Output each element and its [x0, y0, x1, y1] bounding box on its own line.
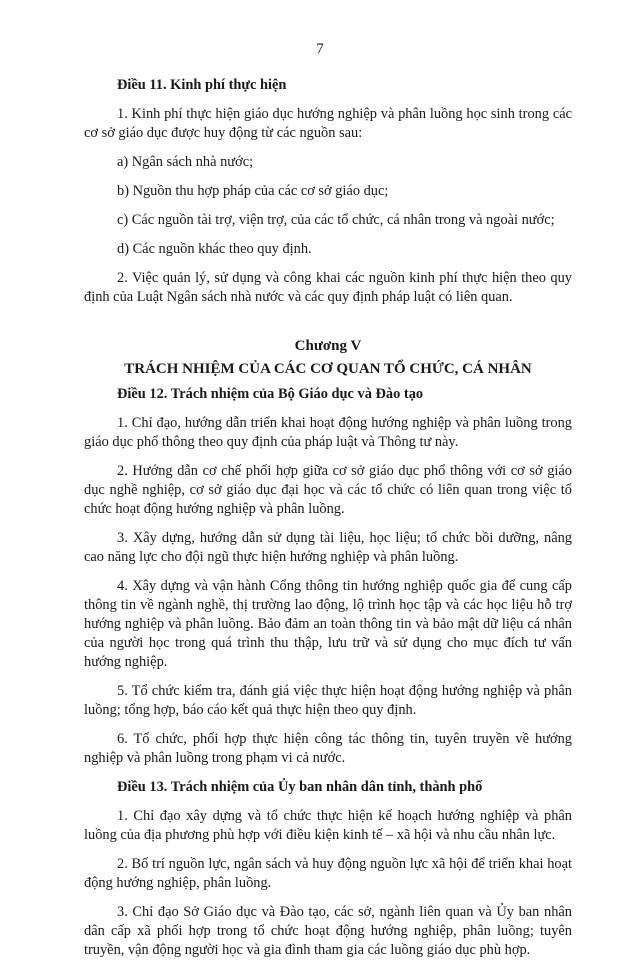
- page-number: 7: [316, 41, 324, 57]
- article-13-heading: Điều 13. Trách nhiệm của Ủy ban nhân dân tỉnh, thành phố: [117, 779, 483, 795]
- article-12-paragraph-2: 2. Hướng dẫn cơ chế phối hợp giữa cơ sở giáo dục phổ thông với cơ sở giáo dục nghề nghiệp, cơ sở giáo dục đại học và các tổ chức có liên quan trong việc tổ chức hoạt động hướng nghiệp và phân luồng.: [84, 463, 572, 517]
- page-content: [84, 76, 572, 970]
- article-11-heading: Điều 11. Kinh phí thực hiện: [117, 77, 287, 93]
- article-12-paragraph-5: 5. Tổ chức kiểm tra, đánh giá việc thực hiện hoạt động hướng nghiệp và phân luồng; tổng hợp, báo cáo kết quả thực hiện theo quy định.: [84, 683, 572, 718]
- article-12-paragraph-6: 6. Tổ chức, phối hợp thực hiện công tác thông tin, tuyên truyền về hướng nghiệp và phân luồng trong phạm vi cả nước.: [84, 731, 572, 766]
- article-13-paragraph-1: 1. Chỉ đạo xây dựng và tổ chức thực hiện kế hoạch hướng nghiệp và phân luồng của địa phương phù hợp với điều kiện kinh tế – xã hội và nhu cầu nhân lực.: [84, 808, 572, 843]
- article-11-item-a: a) Ngân sách nhà nước;: [117, 154, 254, 170]
- article-11: [84, 76, 572, 307]
- article-12-paragraph-1: 1. Chỉ đạo, hướng dẫn triển khai hoạt động hướng nghiệp và phân luồng trong giáo dục phổ thông theo quy định của pháp luật và Thông tư này.: [84, 415, 572, 450]
- article-11-item-b: b) Nguồn thu hợp pháp của các cơ sở giáo dục;: [117, 183, 389, 199]
- chapter-subtitle: TRÁCH NHIỆM CỦA CÁC CƠ QUAN TỔ CHỨC, CÁ NHÂN: [124, 361, 532, 377]
- article-11-paragraph-2: 2. Việc quản lý, sử dụng và công khai các nguồn kinh phí thực hiện theo quy định của Luật Ngân sách nhà nước và các quy định pháp luật có liên quan.: [84, 270, 572, 305]
- article-12-paragraph-4: 4. Xây dựng và vận hành Cổng thông tin hướng nghiệp quốc gia để cung cấp thông tin về ngành nghề, thị trường lao động, lộ trình học tập và các học liệu hỗ trợ hướng nghiệp và phân luồng. Bảo đảm an toàn thông tin và bảo mật dữ liệu cá nhân của người học trong quá trình thu thập, lưu trữ và sử dụng cho mục đích tư vấn hướng nghiệp.: [84, 578, 572, 670]
- article-11-item-d: d) Các nguồn khác theo quy định.: [117, 241, 312, 257]
- article-12-heading: Điều 12. Trách nhiệm của Bộ Giáo dục và Đào tạo: [117, 386, 424, 402]
- article-13-paragraph-3: 3. Chỉ đạo Sở Giáo dục và Đào tạo, các sở, ngành liên quan và Ủy ban nhân dân cấp xã phối hợp trong tổ chức hoạt động hướng nghiệp, phân luồng; tuyên truyền, vận động người học và gia đình tham gia các luồng giáo dục phù hợp.: [84, 904, 572, 958]
- article-12-paragraph-3: 3. Xây dựng, hướng dẫn sử dụng tài liệu, học liệu; tổ chức bồi dưỡng, nâng cao năng lực cho đội ngũ thực hiện hướng nghiệp và phân luồng.: [84, 530, 572, 565]
- article-12: [84, 385, 572, 768]
- chapter-title: Chương V: [294, 338, 362, 354]
- article-13: [84, 778, 572, 960]
- article-11-item-c: c) Các nguồn tài trợ, viện trợ, của các tổ chức, cá nhân trong và ngoài nước;: [117, 212, 555, 228]
- article-13-paragraph-2: 2. Bố trí nguồn lực, ngân sách và huy động nguồn lực xã hội để triển khai hoạt động hướng nghiệp, phân luồng.: [84, 856, 572, 891]
- article-11-paragraph-1: 1. Kinh phí thực hiện giáo dục hướng nghiệp và phân luồng học sinh trong các cơ sở giáo dục được huy động từ các nguồn sau:: [84, 106, 572, 141]
